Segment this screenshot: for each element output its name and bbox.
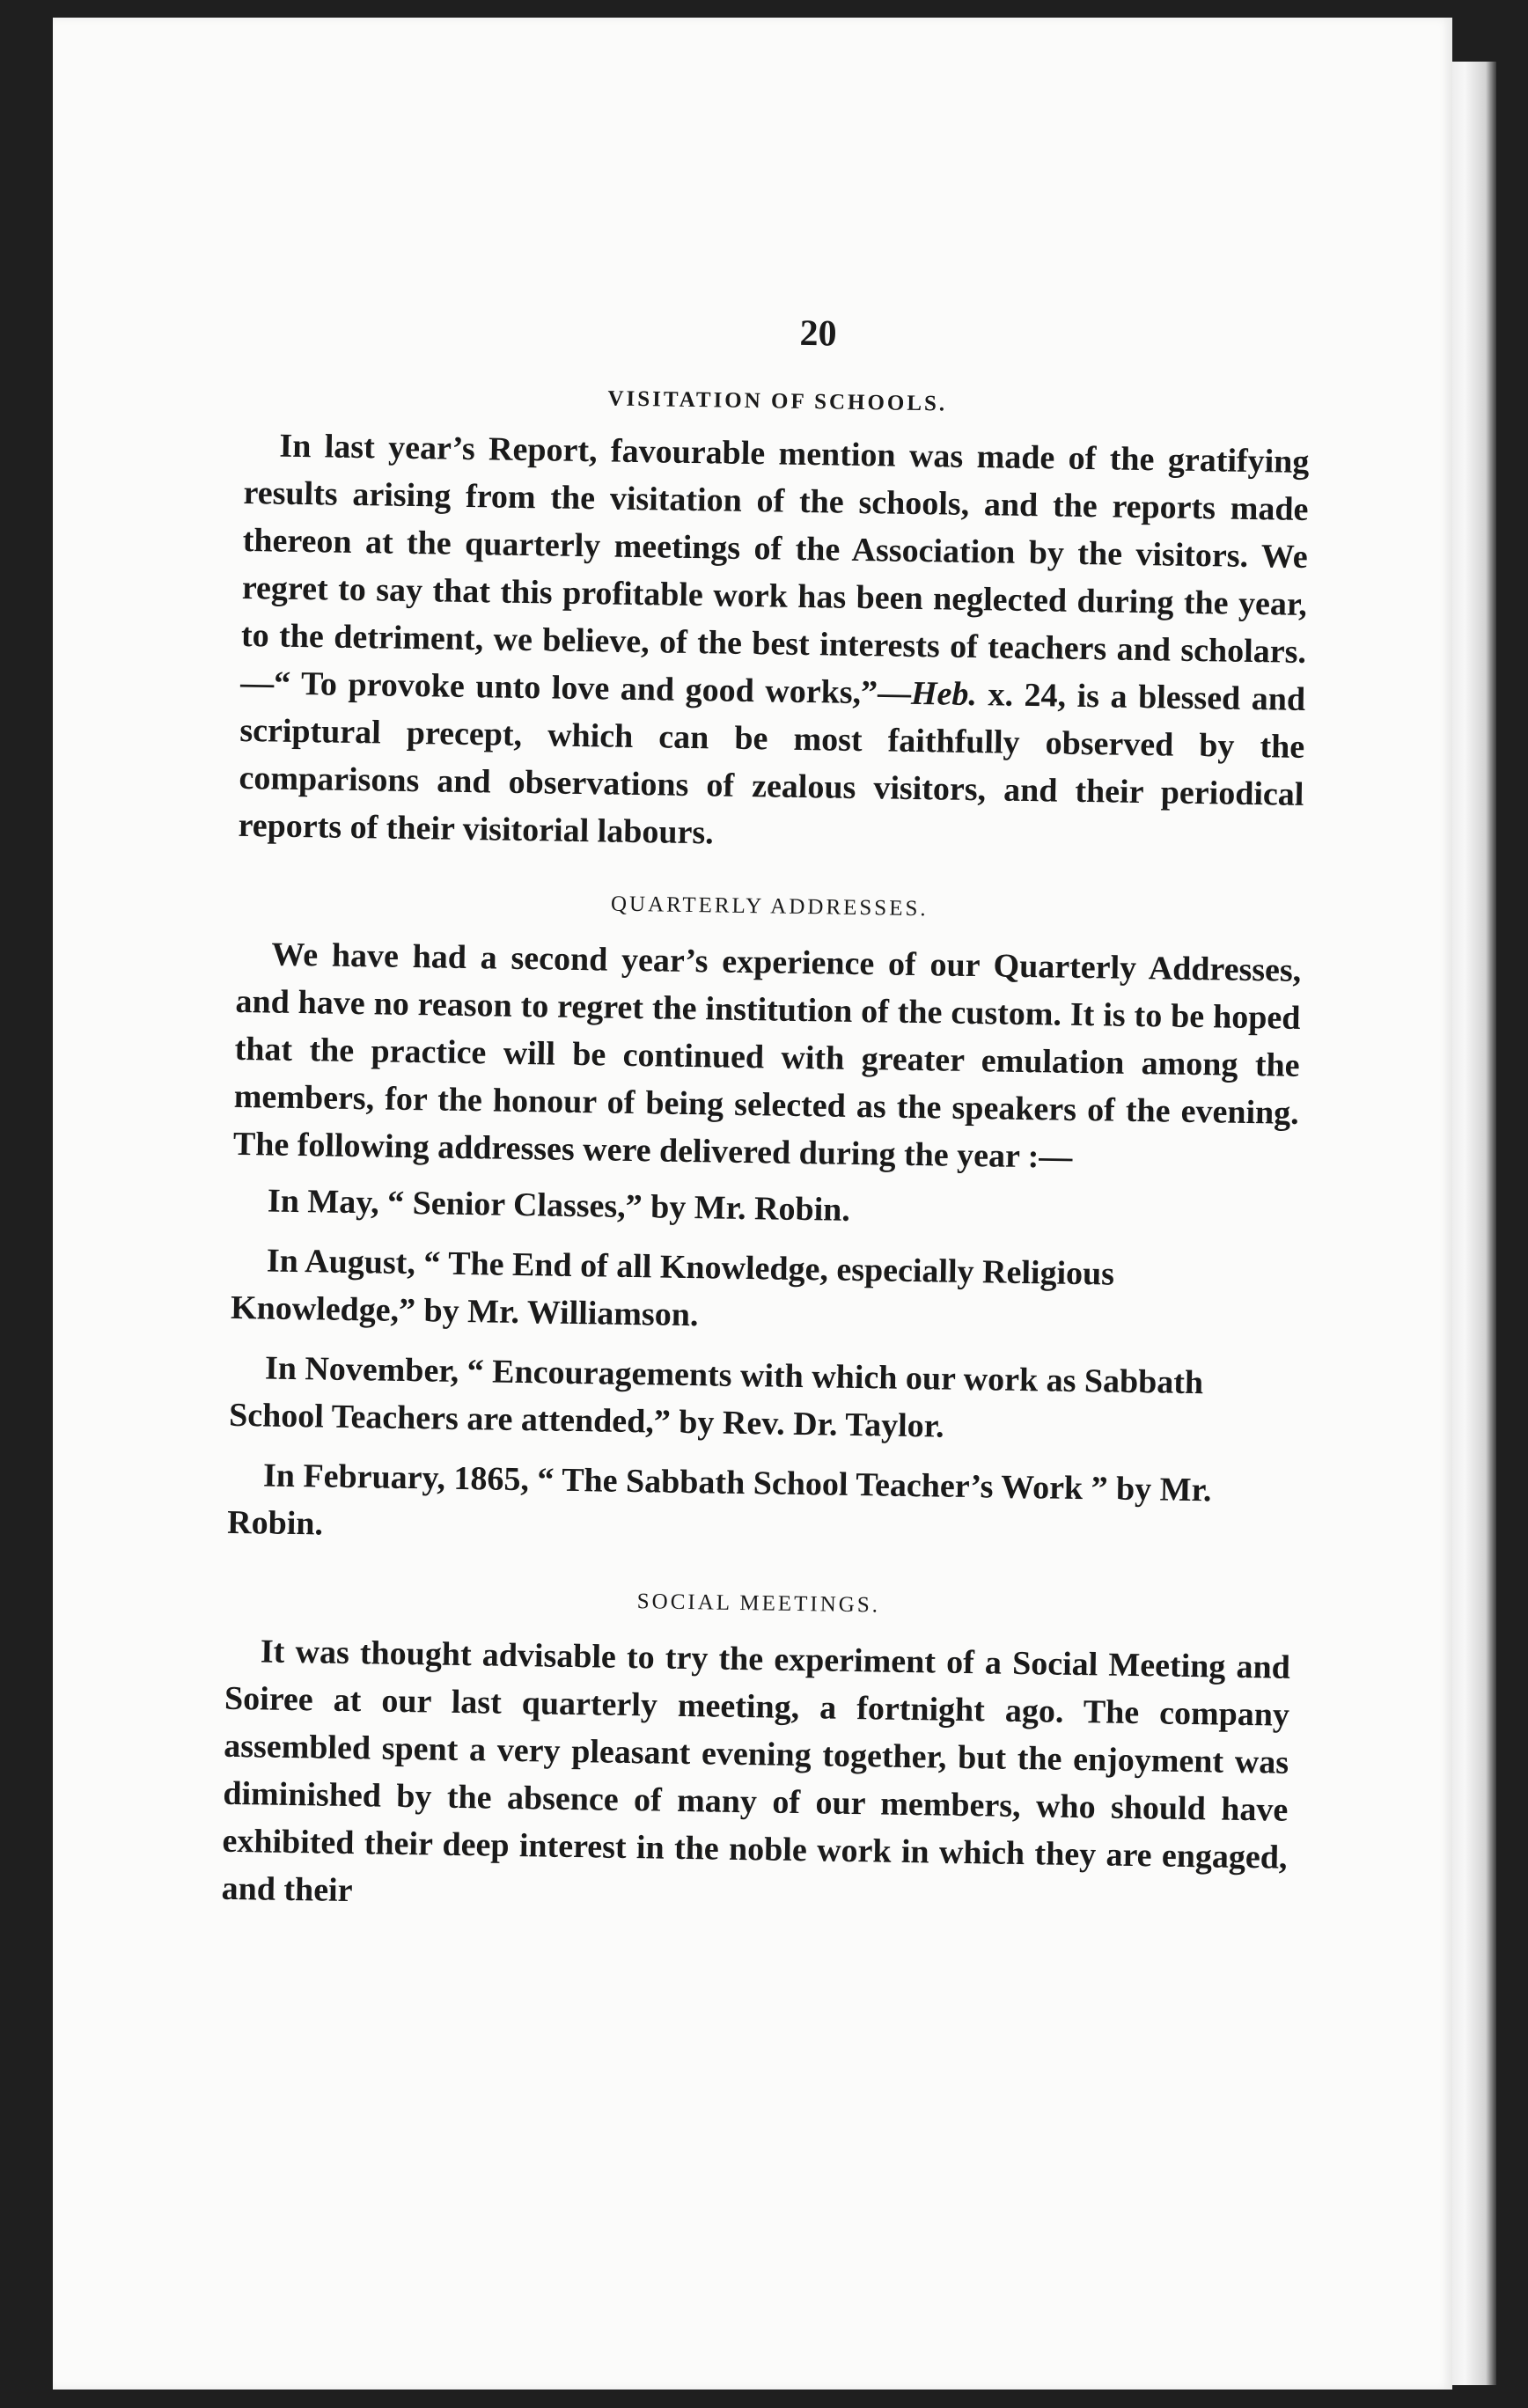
section-heading: SOCIAL MEETINGS. (636, 1589, 881, 1618)
paragraph-text: In last year’s Report, favourable mention was made of the gratifying results arising from the visitation of the schools, and the reports made thereon at the quarterly meetings of the Association by the visitors. We regret to say that this profitable work has been neglected during the year, to the detriment, we believe, of the best interests of teachers and scholars.—“ To provoke unto love and good works,”— (239, 427, 1310, 712)
address-list-item: In November, “ Encouragements with which our work as Sabbath School Teachers are attended,” by Rev. Dr. Taylor. (228, 1349, 1204, 1445)
page-number: 20 (799, 312, 837, 355)
body-paragraph: It was thought advisable to try the experiment of a Social Meeting and Soiree at our last quarterly meeting, a fortnight ago. The company assembled spent a very pleasant evening together, but the enjoyment was diminished by the absence of many of our members, who should have exhibited their deep interest in the noble work in which they are engaged, and their (221, 1633, 1291, 1910)
scripture-citation: Heb. (910, 674, 978, 714)
body-paragraph: We have had a second year’s experience of our Quarterly Addresses, and have no reason to regret the institution of the custom. It is to be hoped that the practice will be continued with greater emulation among the members, for the honour of being selected as the speakers of the evening. The following addresses were delivered during the year :— (232, 936, 1302, 1176)
address-list-item: In February, 1865, “ The Sabbath School Teacher’s Work ” by Mr. Robin. (226, 1457, 1212, 1543)
address-list-item: In August, “ The End of all Knowledge, especially Religious Knowledge,” by Mr. Williamson. (230, 1242, 1115, 1334)
address-list-item: In May, “ Senior Classes,” by Mr. Robin. (267, 1182, 851, 1229)
section-social-meetings (221, 1583, 1291, 1929)
paragraph-text-continued: x. 24, is a blessed and scriptural precept, which can be most faithfully observed by the comparisons and observations of zealous visitors, and their periodical reports of their visitorial labours. (238, 676, 1306, 852)
section-visitation-of-schools (238, 381, 1310, 866)
section-quarterly-addresses (227, 886, 1303, 1563)
page-content (221, 304, 1311, 1929)
section-heading: QUARTERLY ADDRESSES. (610, 892, 929, 921)
section-heading: VISITATION OF SCHOOLS. (607, 386, 948, 416)
body-paragraph (238, 422, 1309, 866)
